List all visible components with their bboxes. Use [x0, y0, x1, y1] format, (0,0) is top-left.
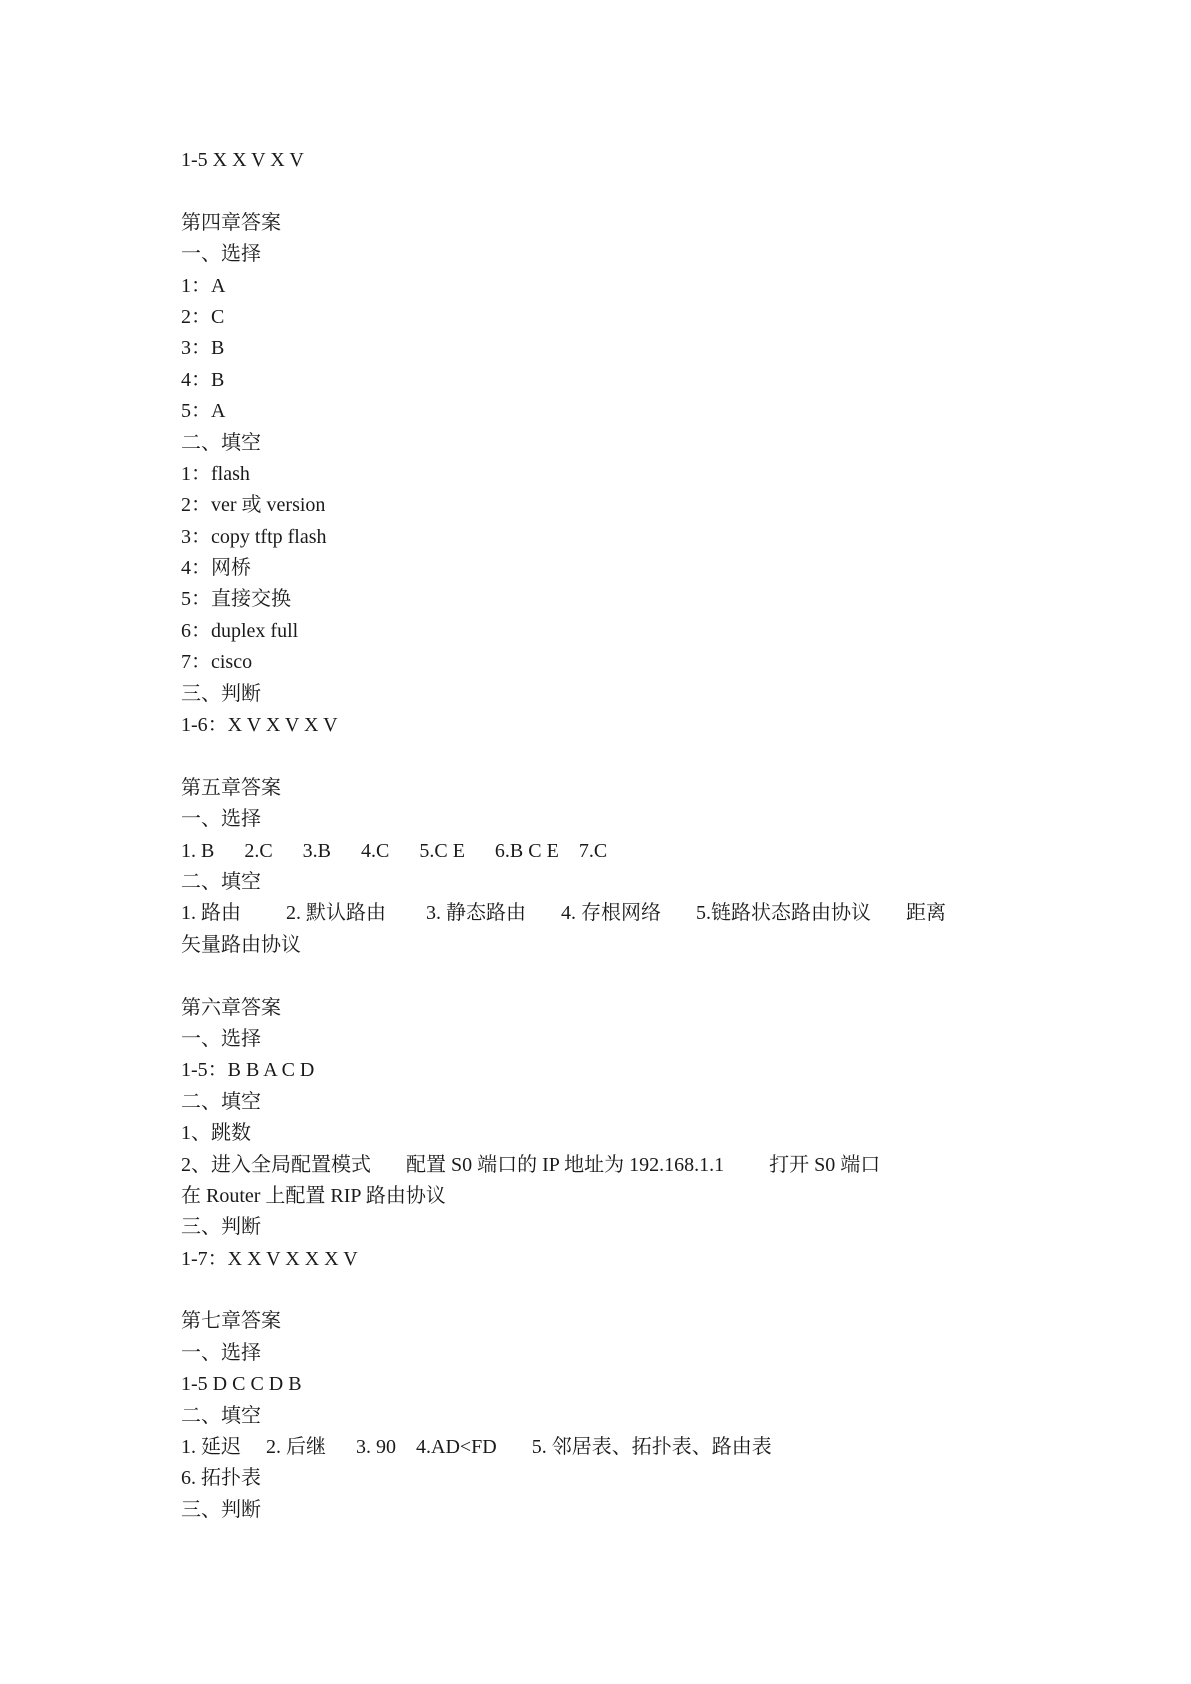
spacer	[181, 741, 1081, 772]
spacer	[181, 176, 1081, 207]
ch7-fill-line-1: 1. 延迟 2. 后继 3. 90 4.AD<FD 5. 邻居表、拓扑表、路由表	[181, 1436, 772, 1459]
ch7-judge-heading: 三、判断	[181, 1498, 261, 1521]
ch4-choice-3: 3：B	[181, 337, 225, 360]
ch4-fill-5: 5：直接交换	[181, 588, 291, 611]
ch5-fill-line-2: 矢量路由协议	[181, 933, 301, 956]
spacer	[181, 1275, 1081, 1306]
prev-judge-answers: 1-5 X X V X V	[181, 149, 304, 171]
chapter-5-title: 第五章答案	[181, 776, 281, 799]
ch6-judge-heading: 三、判断	[181, 1216, 261, 1239]
ch6-fill-1: 1、跳数	[181, 1122, 251, 1145]
ch4-choice-2: 2：C	[181, 305, 225, 328]
ch5-fill-heading: 二、填空	[181, 870, 261, 893]
ch4-choice-1: 1：A	[181, 274, 226, 297]
ch4-fill-4: 4：网桥	[181, 557, 251, 580]
chapter-7-title: 第七章答案	[181, 1310, 281, 1333]
ch7-choice-heading: 一、选择	[181, 1341, 261, 1364]
ch4-fill-heading: 二、填空	[181, 431, 261, 454]
ch4-choice-5: 5：A	[181, 400, 226, 423]
ch6-choice-heading: 一、选择	[181, 1027, 261, 1050]
ch4-fill-3: 3：copy tftp flash	[181, 525, 327, 548]
chapter-4-title: 第四章答案	[181, 211, 281, 234]
ch4-choice-heading: 一、选择	[181, 243, 261, 266]
ch6-choice-answers: 1-5：B B A C D	[181, 1059, 315, 1082]
ch5-choice-heading: 一、选择	[181, 808, 261, 831]
ch4-judge-answers: 1-6：X V X V X V	[181, 714, 338, 737]
ch4-fill-7: 7：cisco	[181, 651, 253, 674]
ch4-choice-4: 4：B	[181, 368, 225, 391]
document-page	[181, 145, 1081, 1526]
ch7-choice-answers: 1-5 D C C D B	[181, 1373, 302, 1396]
ch5-fill-line-1: 1. 路由 2. 默认路由 3. 静态路由 4. 存根网络 5.链路状态路由协议 距离	[181, 902, 946, 925]
ch7-fill-heading: 二、填空	[181, 1404, 261, 1427]
ch7-fill-line-2: 6. 拓扑表	[181, 1467, 261, 1490]
ch6-fill-heading: 二、填空	[181, 1090, 261, 1113]
ch4-fill-1: 1：flash	[181, 462, 250, 485]
ch6-fill-2: 2、进入全局配置模式 配置 S0 端口的 IP 地址为 192.168.1.1 打开 S0 端口	[181, 1153, 881, 1176]
ch6-judge-answers: 1-7：X X V X X X V	[181, 1247, 358, 1270]
ch5-choice-answers: 1. B 2.C 3.B 4.C 5.C E 6.B C E 7.C	[181, 839, 608, 862]
ch4-judge-heading: 三、判断	[181, 682, 261, 705]
ch6-fill-2-continued: 在 Router 上配置 RIP 路由协议	[181, 1184, 446, 1207]
chapter-6-title: 第六章答案	[181, 996, 281, 1019]
spacer	[181, 961, 1081, 992]
ch4-fill-6: 6：duplex full	[181, 619, 299, 642]
ch4-fill-2: 2：ver 或 version	[181, 494, 326, 517]
